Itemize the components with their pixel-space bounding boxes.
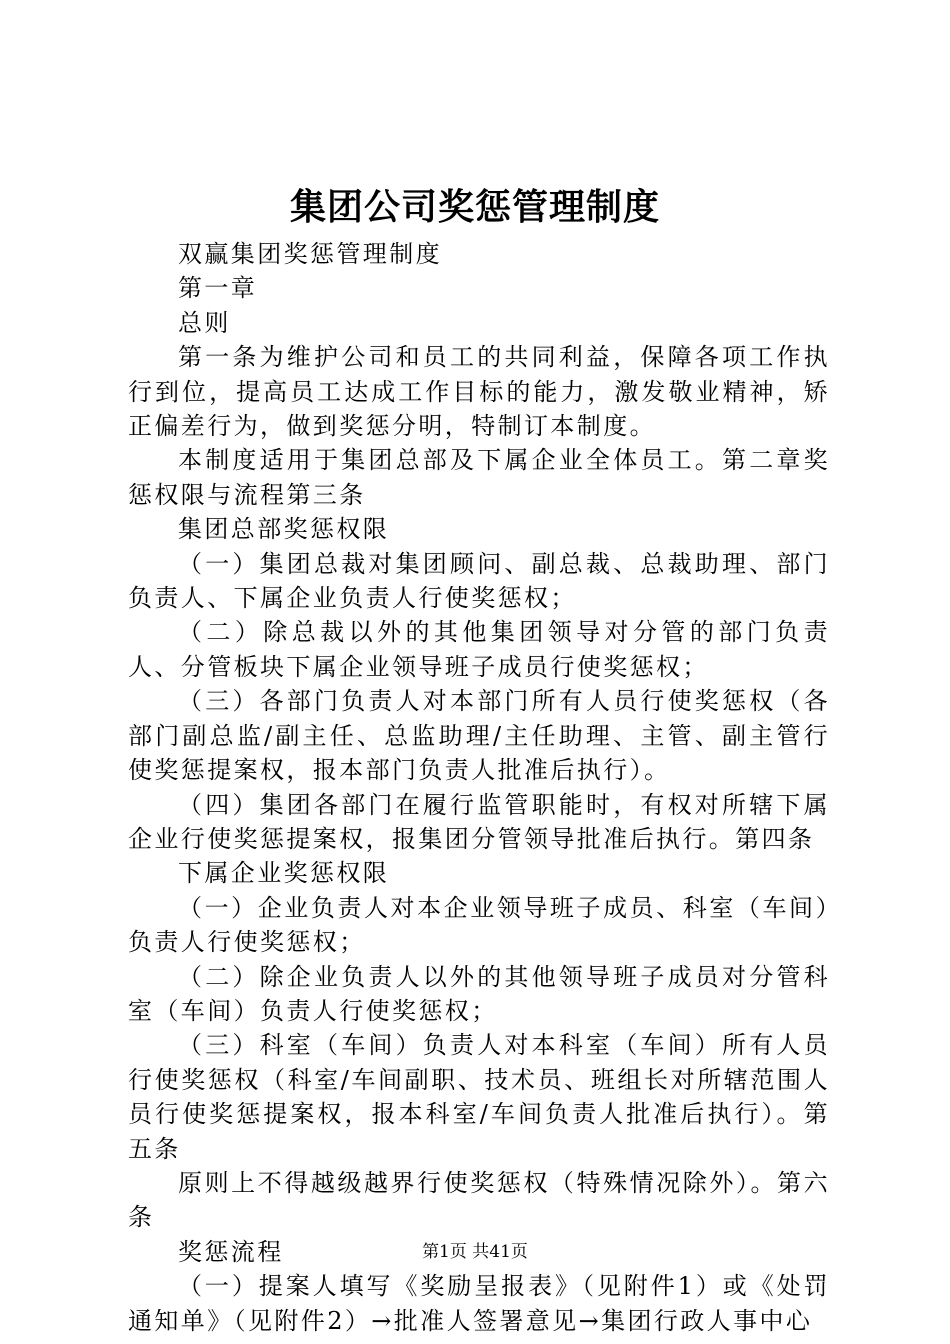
paragraph: 下属企业奖惩权限 [178,859,390,888]
paragraph: 双赢集团奖惩管理制度 [178,240,442,268]
paragraph: 奖惩流程 [178,1237,284,1266]
paragraph: （三）各部门负责人对本部门所有人员行使奖惩权（各部门副总监/副主任、总监助理/主任助理、主管、副主管行使奖惩提案权，报本部门负责人批准后执行）。 [128,687,830,785]
document-body [128,237,830,1338]
document-title: 集团公司奖惩管理制度 [289,186,660,228]
paragraph: （二）除企业负责人以外的其他领导班子成员对分管科室（车间）负责人行使奖惩权； [128,962,830,1025]
paragraph: （一）提案人填写《奖励呈报表》（见附件1）或《处罚通知单》（见附件2）→批准人签署意见→集团行政人事中心 [128,1272,830,1335]
paragraph: 原则上不得越级越界行使奖惩权（特殊情况除外）。第六条 [128,1168,830,1232]
paragraph: （一）企业负责人对本企业领导班子成员、科室（车间）负责人行使奖惩权； [128,893,830,957]
paragraph: （三）科室（车间）负责人对本科室（车间）所有人员行使奖惩权（科室/车间副职、技术员、班组长对所辖范围人员行使奖惩提案权，报本科室/车间负责人批准后执行）。第五条 [128,1031,830,1163]
paragraph: 第一条为维护公司和员工的共同利益，保障各项工作执行到位，提高员工达成工作目标的能力，激发敬业精神，矫正偏差行为，做到奖惩分明，特制订本制度。 [128,343,830,441]
paragraph: （二）除总裁以外的其他集团领导对分管的部门负责人、分管板块下属企业领导班子成员行使奖惩权； [128,618,830,681]
paragraph: 第一章 [178,274,258,303]
paragraph: （四）集团各部门在履行监管职能时，有权对所辖下属企业行使奖惩提案权，报集团分管领导批准后执行。第四条 [128,790,830,853]
paragraph: （一）集团总裁对集团顾问、副总裁、总裁助理、部门负责人、下属企业负责人行使奖惩权； [128,549,830,613]
paragraph: 总则 [178,308,231,337]
page-number-footer: 第1页 共41页 [422,1242,528,1262]
paragraph: 本制度适用于集团总部及下属企业全体员工。第二章奖惩权限与流程第三条 [128,446,830,509]
paragraph: 集团总部奖惩权限 [178,515,390,544]
